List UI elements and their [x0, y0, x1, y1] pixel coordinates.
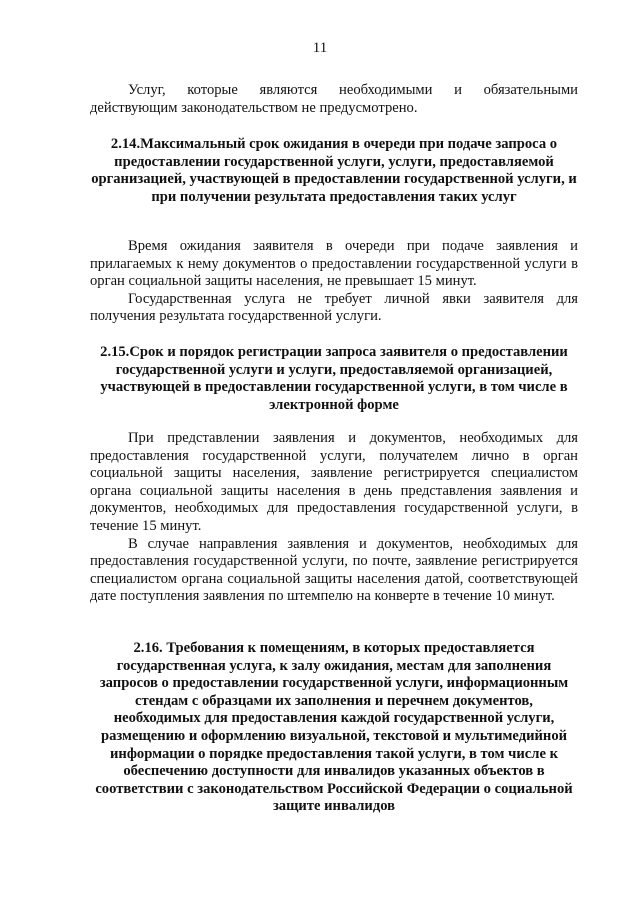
section-2-16 [90, 640, 578, 816]
section-2-15-paragraph-1: При представлении заявления и документов, необходимых для предоставления государственной услуги, получателем лично в орган социальной защиты населения, заявление регистрируется специалистом органа социальной защиты населения в день представления заявления и документов, необходимых для предоставления государственной услуги, в течение 15 минут. [90, 430, 578, 534]
section-2-15 [90, 344, 578, 414]
section-2-14-body [90, 238, 578, 326]
section-2-14-paragraph-1: Время ожидания заявителя в очереди при подаче заявления и прилагаемых к нему документов о предоставлении государственной услуги в орган социальной защиты населения, не превышает 15 минут. [90, 238, 578, 290]
section-2-16-title: 2.16. Требования к помещениям, в которых предоставляется государственная услуга, к залу ожидания, местам для заполнения запросов о предоставлении государственной услуги, информационным стендам с образцами их заполнения и перечнем документов, необходимых для предоставления каждой государственной услуги, размещению и оформлению визуальной, текстовой и мультимедийной информации о порядке предоставления такой услуги, в том числе к обеспечению доступности для инвалидов указанных объектов в соответствии с законодательством Российской Федерации о социальной защите инвалидов [95, 640, 573, 815]
section-2-14-paragraph-2: Государственная услуга не требует личной явки заявителя для получения результата государственной услуги. [90, 290, 578, 325]
section-2-14-title: 2.14.Максимальный срок ожидания в очереди при подаче запроса о предоставлении государственной услуги, услуги, предоставляемой организацией, участвующей в предоставлении государственной услуги, и при получении результата предоставления таких услуг [91, 136, 577, 205]
section-2-15-title: 2.15.Срок и порядок регистрации запроса заявителя о предоставлении государственной услуги и услуги, предоставляемой организацией, участвующей в предоставлении государственной услуги, в том числе в электронной форме [100, 344, 568, 413]
section-2-15-paragraph-2: В случае направления заявления и документов, необходимых для предоставления государственной услуги, по почте, заявление регистрируется специалистом органа социальной защиты населения датой, соответствующей дате поступления заявления по штемпелю на конверте в течение 10 минут. [90, 535, 578, 605]
section-2-15-body [90, 430, 578, 606]
section-2-14 [90, 136, 578, 206]
intro-paragraph: Услуг, которые являются необходимыми и обязательными действующим законодательством не предусмотрено. [90, 82, 578, 116]
intro-block [90, 82, 578, 117]
page-number: 11 [312, 40, 328, 56]
